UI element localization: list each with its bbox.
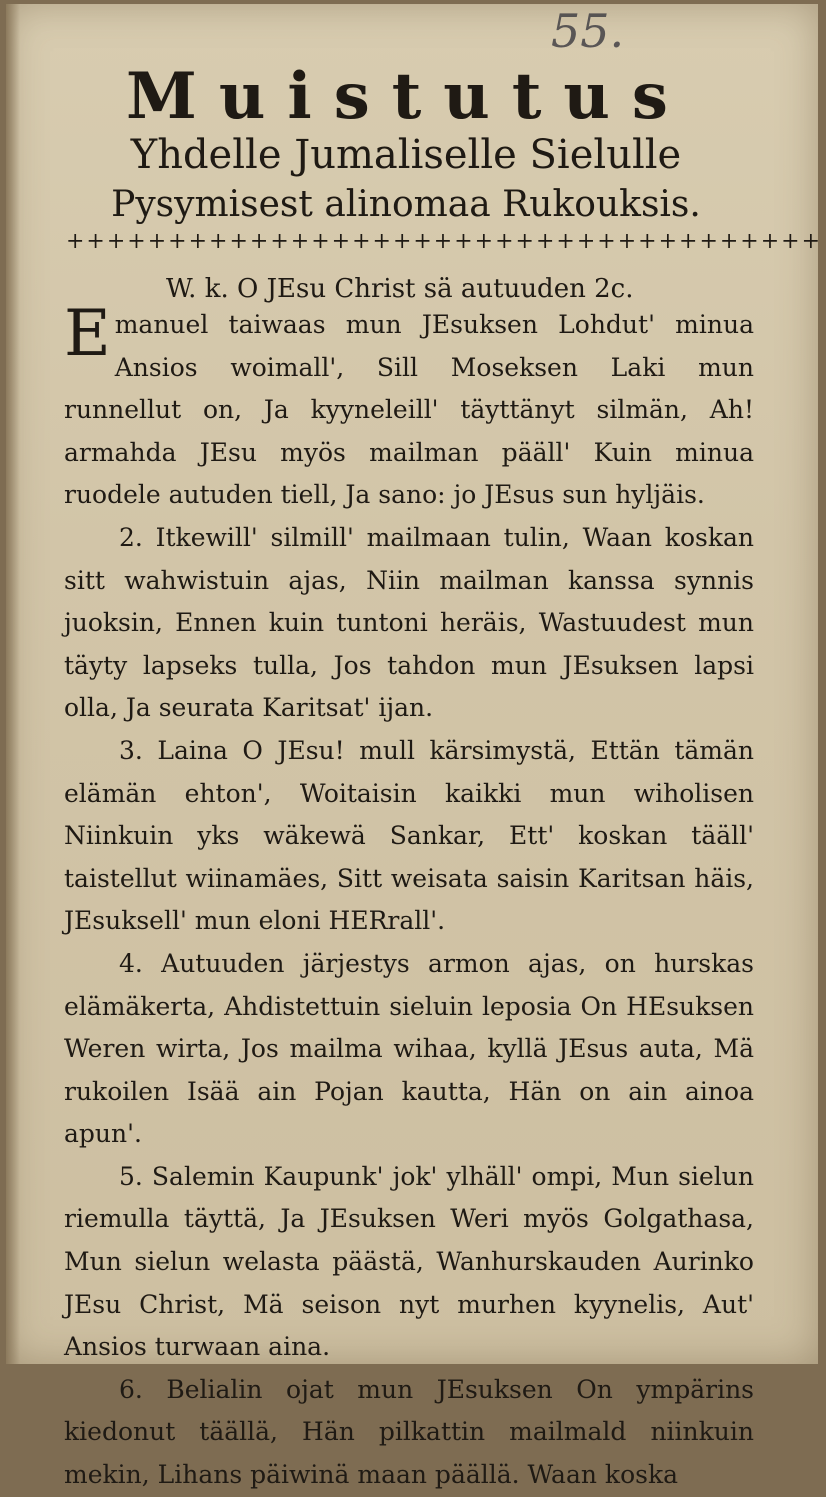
hymn-text xyxy=(64,297,754,1497)
verse-5: 5. Salemin Kaupunk' jok' ylhäll' ompi, Mun sielun riemulla täyttä, Ja JEsuksen Weri myös Golgathasa, Mun sielun welasta päästä, Wanhurskauden Aurinko JEsu Christ, Mä seison nyt murhen kyynelis, Aut' Ansios turwaan aina. xyxy=(64,1161,754,1362)
melody-note: W. k. O JEsu Christ sä autuuden 2c. xyxy=(166,274,634,304)
verse-6: 6. Belialin ojat mun JEsuksen On ympärins kiedonut täällä, Hän pilkattin mailmald niinkuin mekin, Lihans päiwinä maan päällä. Waan koska xyxy=(64,1374,754,1490)
verse-1: Emanuel taiwaas mun JEsuksen Lohdut' minua Ansios woimall', Sill Moseksen Laki mun runnellut on, Ja kyyneleill' täyttänyt silmän, Ah! armahda JEsu myös mailman pääll' Kuin minua ruodele autuden tiell, Ja sano: jo JEsus sun hyljäis. xyxy=(64,297,754,510)
verse-3: 3. Laina O JEsu! mull kärsimystä, Ettän tämän elämän ehton', Woitaisin kaikki mun wiholisen Niinkuin yks wäkewä Sankar, Ett' koskan tääll' taistellut wiinamäes, Sitt weisata saisin Karitsan häis, JEsuksell' mun eloni HERrall'. xyxy=(64,735,754,936)
page-number: 55. xyxy=(551,4,625,58)
page-spine-shadow xyxy=(6,4,20,1364)
subtitle-line-2: Pysymisest alinomaa Rukouksis. xyxy=(111,184,701,225)
ornamental-divider: +++++++++++++++++++++++++++++++++++++ xyxy=(66,229,823,254)
book-page xyxy=(6,4,823,1490)
subtitle: Yhdelle Jumaliselle Sielulle xyxy=(130,132,682,178)
verse-2: 2. Itkewill' silmill' mailmaan tulin, Waan koskan sitt wahwistuin ajas, Niin mailman kanssa synnis juoksin, Ennen kuin tuntoni heräis, Wastuudest mun täyty lapseks tulla, Jos tahdon mun JEsuksen lapsi olla, Ja seurata Karitsat' ijan. xyxy=(64,522,754,723)
page-title: Muistutus xyxy=(126,59,690,134)
verse-4: 4. Autuuden järjestys armon ajas, on hurskas elämäkerta, Ahdistettuin sieluin leposia On HEsuksen Weren wirta, Jos mailma wihaa, kyllä JEsus auta, Mä rukoilen Isää ain Pojan kautta, Hän on ain ainoa apun'. xyxy=(64,948,754,1149)
